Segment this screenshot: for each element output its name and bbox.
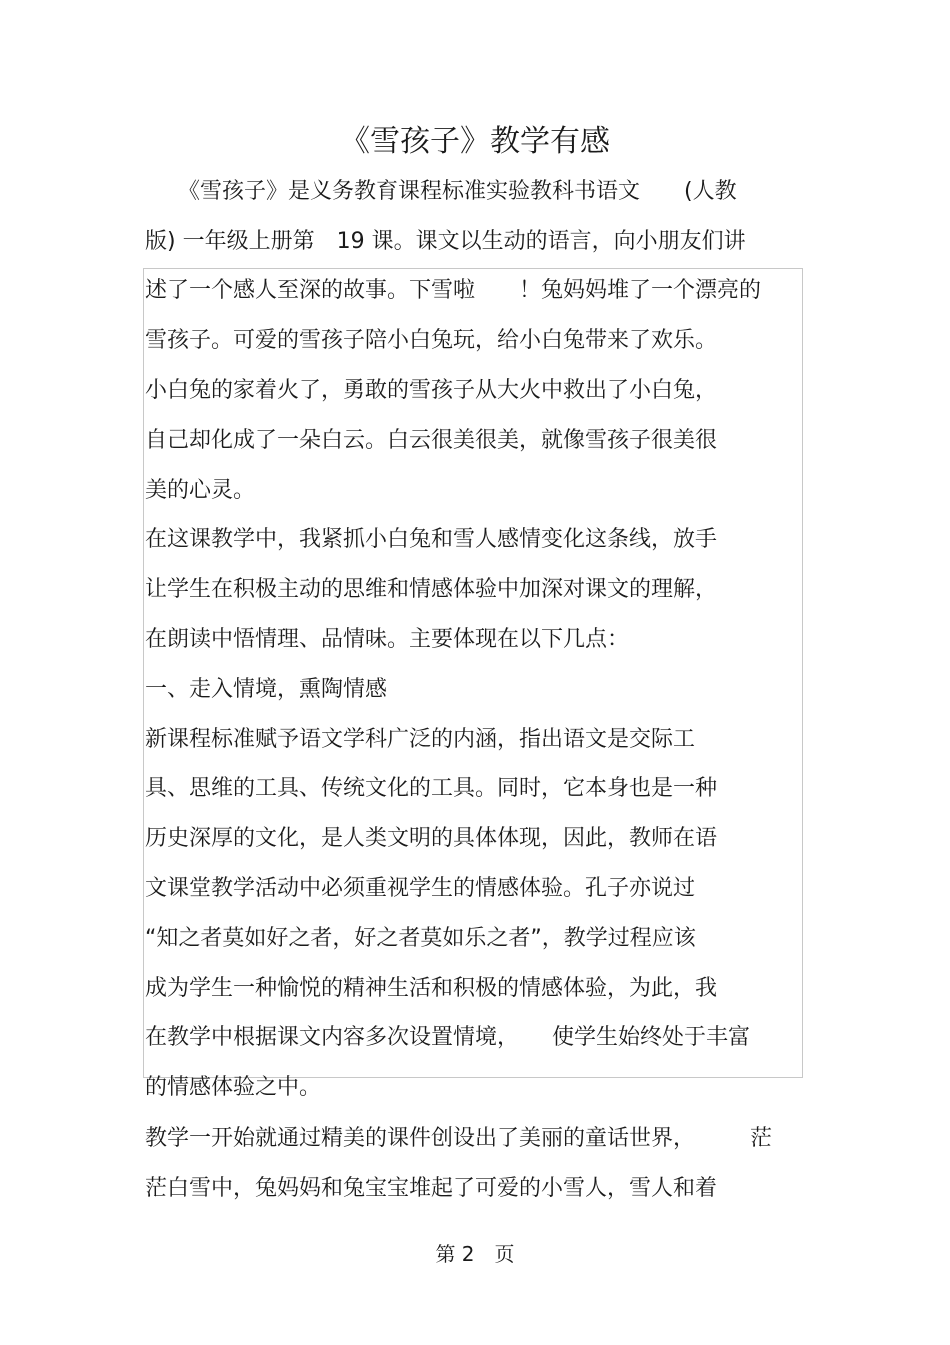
body-line: 自己却化成了一朵白云。白云很美很美，就像雪孩子很美很 [145, 428, 718, 453]
page-number: 第 2 页 [435, 1242, 515, 1266]
body-line: 让学生在积极主动的思维和情感体验中加深对课文的理解， [145, 577, 718, 602]
body-line: 小白兔的家着火了，勇敢的雪孩子从大火中救出了小白兔， [145, 378, 718, 403]
body-line: 在这课教学中，我紧抓小白兔和雪人感情变化这条线，放手 [145, 527, 718, 552]
section-heading: 一、走入情境，熏陶情感 [145, 677, 388, 702]
body-line: 雪孩子。可爱的雪孩子陪小白兔玩，给小白兔带来了欢乐。 [145, 328, 718, 353]
document-title: 《雪孩子》教学有感 [340, 124, 610, 159]
body-line: “知之者莫如好之者，好之者莫如乐之者”，教学过程应该 [145, 926, 696, 951]
body-line: 在朗读中悟情理、品情味。主要体现在以下几点： [145, 627, 630, 652]
body-line: 文课堂教学活动中必须重视学生的情感体验。孔子亦说过 [145, 876, 696, 901]
body-line: 教学一开始就通过精美的课件创设出了美丽的童话世界， 茫 [145, 1126, 773, 1151]
body-line: 茫白雪中，兔妈妈和兔宝宝堆起了可爱的小雪人，雪人和着 [145, 1176, 718, 1201]
body-line: 的情感体验之中。 [145, 1075, 322, 1100]
body-line: 具、思维的工具、传统文化的工具。同时，它本身也是一种 [145, 776, 718, 801]
body-line: 《雪孩子》是义务教育课程标准实验教科书语文 (人教 [145, 179, 737, 204]
body-line: 美的心灵。 [145, 478, 256, 503]
body-line: 新课程标准赋予语文学科广泛的内涵，指出语文是交际工 [145, 727, 696, 752]
body-line: 述了一个感人至深的故事。下雪啦 ！兔妈妈堆了一个漂亮的 [145, 278, 762, 303]
body-line: 在教学中根据课文内容多次设置情境， 使学生始终处于丰富 [145, 1025, 751, 1050]
body-line: 版) 一年级上册第 19 课。课文以生动的语言，向小朋友们讲 [145, 229, 746, 254]
body-line: 历史深厚的文化，是人类文明的具体体现，因此，教师在语 [145, 826, 718, 851]
body-line: 成为学生一种愉悦的精神生活和积极的情感体验，为此，我 [145, 976, 718, 1001]
